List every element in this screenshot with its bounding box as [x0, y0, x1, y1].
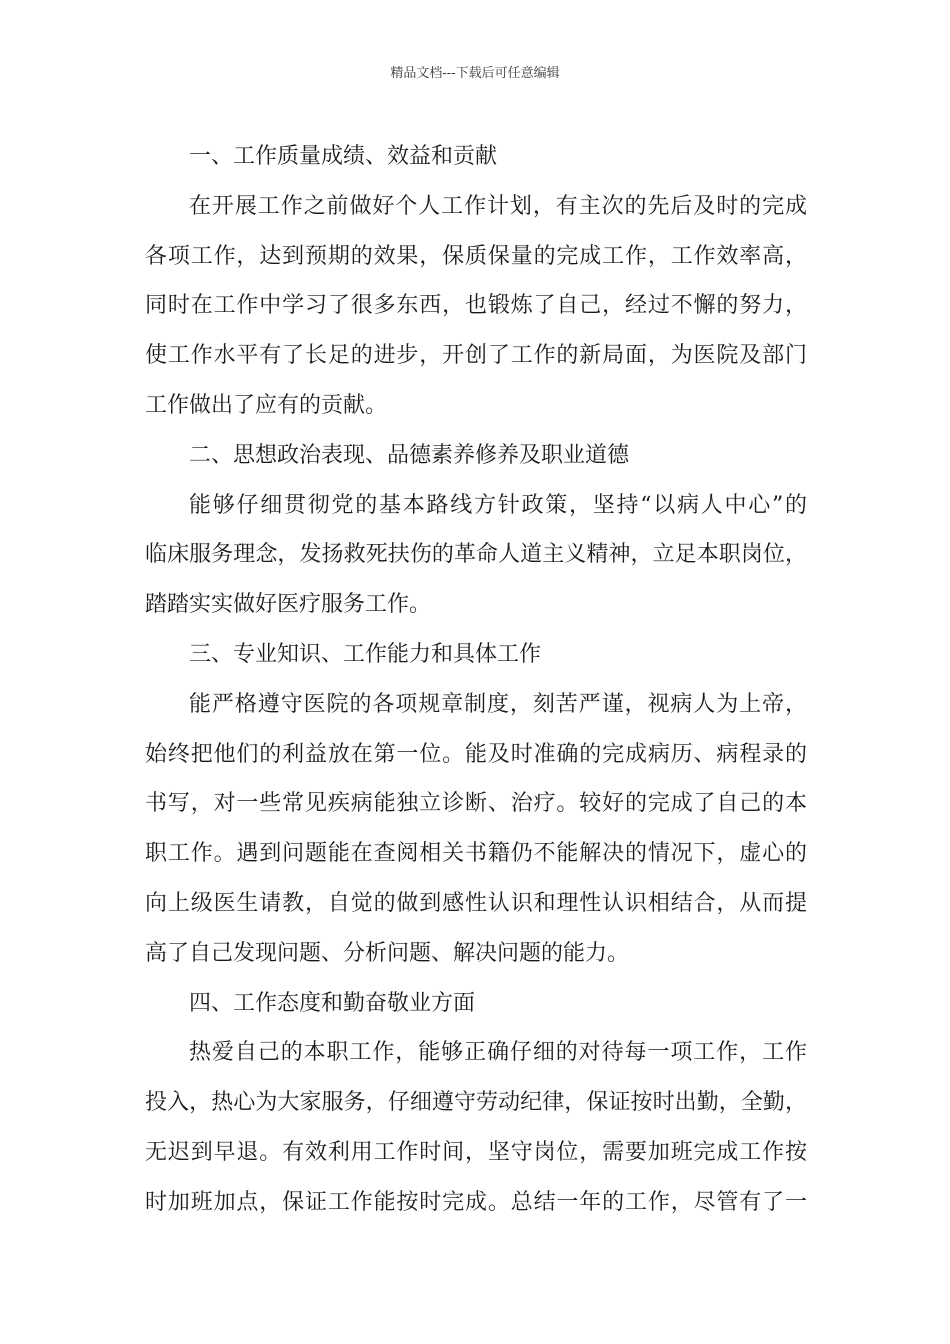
paragraph-line: 始终把他们的利益放在第一位。能及时准确的完成病历、病程录的 [145, 741, 807, 767]
paragraph-line: 时加班加点，保证工作能按时完成。总结一年的工作，尽管有了一 [145, 1189, 807, 1215]
paragraph-line: 工作做出了应有的贡献。 [145, 392, 388, 418]
paragraph-line: 投入，热心为大家服务，仔细遵守劳动纪律，保证按时出勤，全勤， [145, 1090, 807, 1116]
document-body [145, 132, 807, 1228]
section-paragraph [145, 1028, 807, 1227]
paragraph-line: 向上级医生请教，自觉的做到感性认识和理性认识相结合，从而提 [145, 890, 807, 916]
paragraph-line: 踏踏实实做好医疗服务工作。 [145, 592, 432, 618]
paragraph-line: 书写，对一些常见疾病能独立诊断、治疗。较好的完成了自己的本 [145, 791, 807, 817]
paragraph-line: 使工作水平有了长足的进步，开创了工作的新局面，为医院及部门 [145, 343, 807, 369]
section-paragraph [145, 481, 807, 630]
paragraph-line: 高了自己发现问题、分析问题、解决问题的能力。 [145, 940, 630, 966]
paragraph-line: 职工作。遇到问题能在查阅相关书籍仍不能解决的情况下，虚心的 [145, 841, 807, 867]
paragraph-line: 热爱自己的本职工作，能够正确仔细的对待每一项工作，工作 [189, 1040, 807, 1066]
paragraph-line: 无迟到早退。有效利用工作时间，坚守岗位，需要加班完成工作按 [145, 1139, 807, 1165]
paragraph-line: 在开展工作之前做好个人工作计划，有主次的先后及时的完成 [189, 193, 807, 219]
section-paragraph [145, 182, 807, 431]
section-heading: 二、思想政治表现、品德素养修养及职业道德 [189, 442, 630, 468]
page-header: 精品文档---下载后可任意编辑 [390, 66, 560, 81]
section-heading: 三、专业知识、工作能力和具体工作 [189, 641, 542, 667]
paragraph-line: 同时在工作中学习了很多东西，也锻炼了自己，经过不懈的努力， [145, 293, 807, 319]
section-heading: 四、工作态度和勤奋敬业方面 [189, 990, 476, 1016]
section-paragraph [145, 680, 807, 979]
paragraph-line: 各项工作，达到预期的效果，保质保量的完成工作，工作效率高， [145, 243, 807, 269]
paragraph-line: 能严格遵守医院的各项规章制度，刻苦严谨，视病人为上帝， [189, 691, 807, 717]
paragraph-line: 能够仔细贯彻党的基本路线方针政策，坚持“以病人中心”的 [189, 492, 807, 518]
paragraph-line: 临床服务理念，发扬救死扶伤的革命人道主义精神，立足本职岗位， [145, 542, 807, 568]
section-heading: 一、工作质量成绩、效益和贡献 [189, 144, 498, 169]
